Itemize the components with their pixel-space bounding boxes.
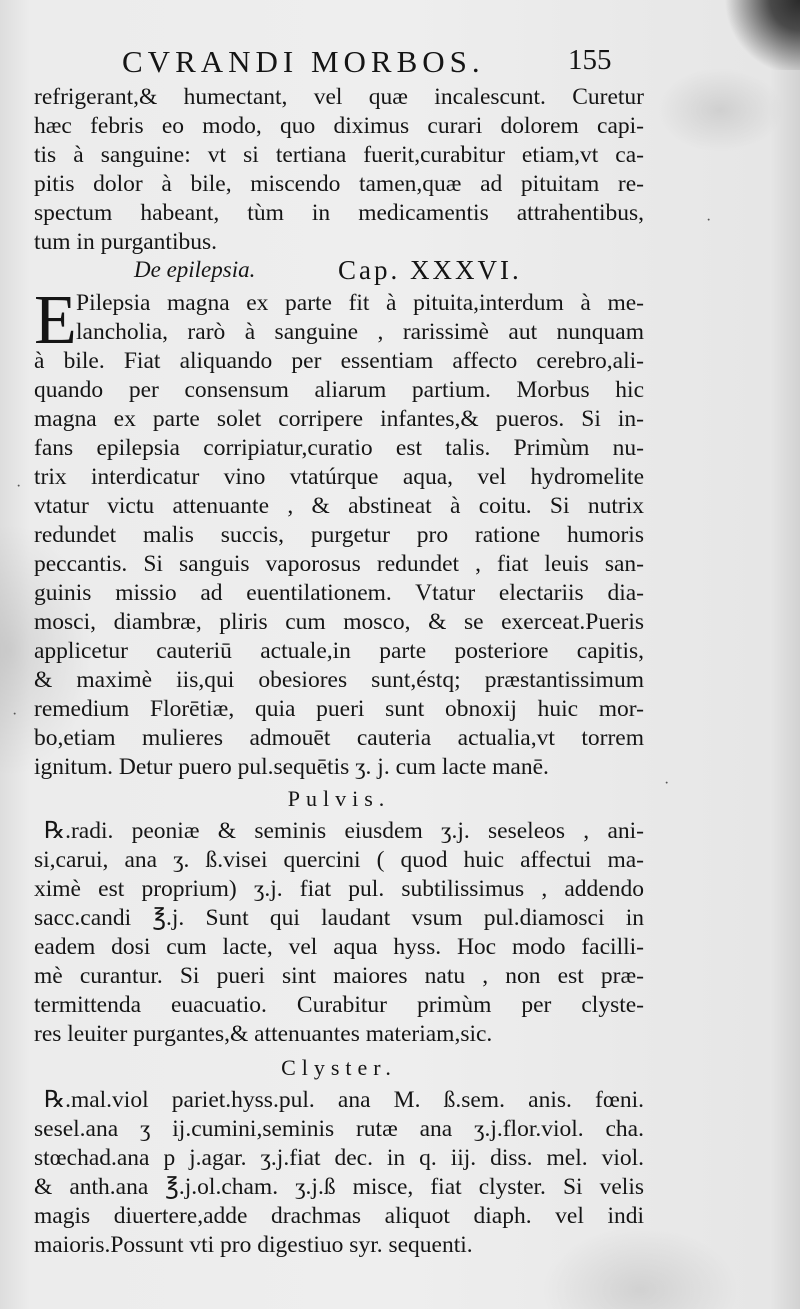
page-number: 155: [568, 44, 612, 76]
text-line: vtatur victu attenuante , & abstineat à coitu. Si nutrix: [34, 493, 644, 519]
text-line: magna ex parte solet corripere infantes,& pueros. Si in-: [34, 406, 644, 432]
text-line: mè curantur. Si pueri sint maiores natu , non est præ-: [34, 963, 644, 989]
margin-mark: ·: [16, 478, 22, 495]
text-line: peccantis. Si sanguis vaporosus redundet , fiat leuis san-: [34, 551, 644, 577]
recipe-heading-pulvis: Pulvis.: [287, 786, 391, 811]
text-line: applicetur cauteriū actuale,in parte posteriore capitis,: [34, 638, 644, 664]
text-line: quando per consensum aliarum partium. Morbus hic: [34, 377, 644, 403]
text-line: ℞.radi. peoniæ & seminis eiusdem ʒ.j. seseleos , ani-: [44, 818, 644, 844]
margin-mark: ·: [12, 706, 18, 723]
chapter-number: Cap. XXXVI.: [338, 255, 522, 285]
text-line: & maximè iis,qui obesiores sunt,éstq; præstantissimum: [34, 667, 644, 693]
chapter-subject: De epilepsia.: [134, 257, 256, 282]
text-line: redundet malis succis, purgetur pro ratione humoris: [34, 522, 644, 548]
text-line: si,carui, ana ʒ. ß.visei quercini ( quod huic affectui ma-: [34, 847, 644, 873]
text-line: pitis dolor à bile, miscendo tamen,quæ ad pituitam re-: [34, 171, 644, 197]
text-line: ignitum. Detur puero pul.sequētis ʒ. j. cum lacte manē.: [34, 754, 549, 780]
text-line: ℞.mal.viol pariet.hyss.pul. ana M. ß.sem. anis. fœni.: [44, 1087, 644, 1113]
text-line: lancholia, rarò à sanguine , rarissimè aut nunquam: [76, 319, 644, 345]
running-head: CVRANDI MORBOS.: [122, 44, 485, 79]
text-line: stœchad.ana p j.agar. ʒ.j.fiat dec. in q. iij. diss. mel. viol.: [34, 1145, 644, 1171]
text-line: trix interdicatur vino vtatúrque aqua, vel hydromelite: [34, 464, 644, 490]
text-line: Pilepsia magna ex parte fit à pituita,interdum à me-: [76, 290, 644, 316]
text-line: à bile. Fiat aliquando per essentiam affecto cerebro,ali-: [34, 348, 644, 374]
text-line: guinis missio ad euentilationem. Vtatur electariis dia-: [34, 580, 644, 606]
page-header: [0, 44, 800, 84]
text-line: bo,etiam mulieres admouēt cauteria actualia,vt torrem: [34, 725, 644, 751]
margin-mark: ·: [706, 212, 712, 229]
text-line: sesel.ana ʒ ij.cumini,seminis rutæ ana ʒ.j.flor.viol. cha.: [34, 1116, 644, 1142]
text-line: refrigerant,& humectant, vel quæ incalescunt. Curetur: [34, 84, 644, 110]
drop-cap: E: [34, 282, 77, 359]
text-line: eadem dosi cum lacte, vel aqua hyss. Hoc modo facilli-: [34, 934, 644, 960]
text-line: hæc febris eo modo, quo diximus curari dolorem capi-: [34, 113, 644, 139]
text-line: spectum habeant, tùm in medicamentis attrahentibus,: [34, 200, 644, 226]
text-line: magis diuertere,adde drachmas aliquot diaph. vel indi: [34, 1203, 644, 1229]
chapter-heading: [34, 257, 644, 289]
text-line: termittenda euacuatio. Curabitur primùm per clyste-: [34, 992, 644, 1018]
text-line: sacc.candi ℥.j. Sunt qui laudant vsum pul.diamosci in: [34, 905, 644, 931]
recipe-heading-clyster: Clyster.: [281, 1055, 397, 1080]
text-line: res leuiter purgantes,& attenuantes materiam,sic.: [34, 1021, 493, 1047]
text-line: & anth.ana ℥.j.ol.cham. ʒ.j.ß misce, fiat clyster. Si velis: [34, 1174, 644, 1200]
text-line: tum in purgantibus.: [34, 229, 217, 255]
text-line: tis à sanguine: vt si tertiana fuerit,curabitur etiam,vt ca-: [34, 142, 644, 168]
text-line: fans epilepsia corripiatur,curatio est talis. Primùm nu-: [34, 435, 644, 461]
margin-mark: ·: [664, 775, 670, 792]
text-line: ximè est proprium) ʒ.j. fiat pul. subtilissimus , addendo: [34, 876, 644, 902]
text-line: maioris.Possunt vti pro digestiuo syr. sequenti.: [34, 1232, 473, 1258]
text-line: mosci, diambræ, pliris cum mosco, & se exerceat.Pueris: [34, 609, 644, 635]
text-line: remedium Florētiæ, quia pueri sunt obnoxij huic mor-: [34, 696, 644, 722]
